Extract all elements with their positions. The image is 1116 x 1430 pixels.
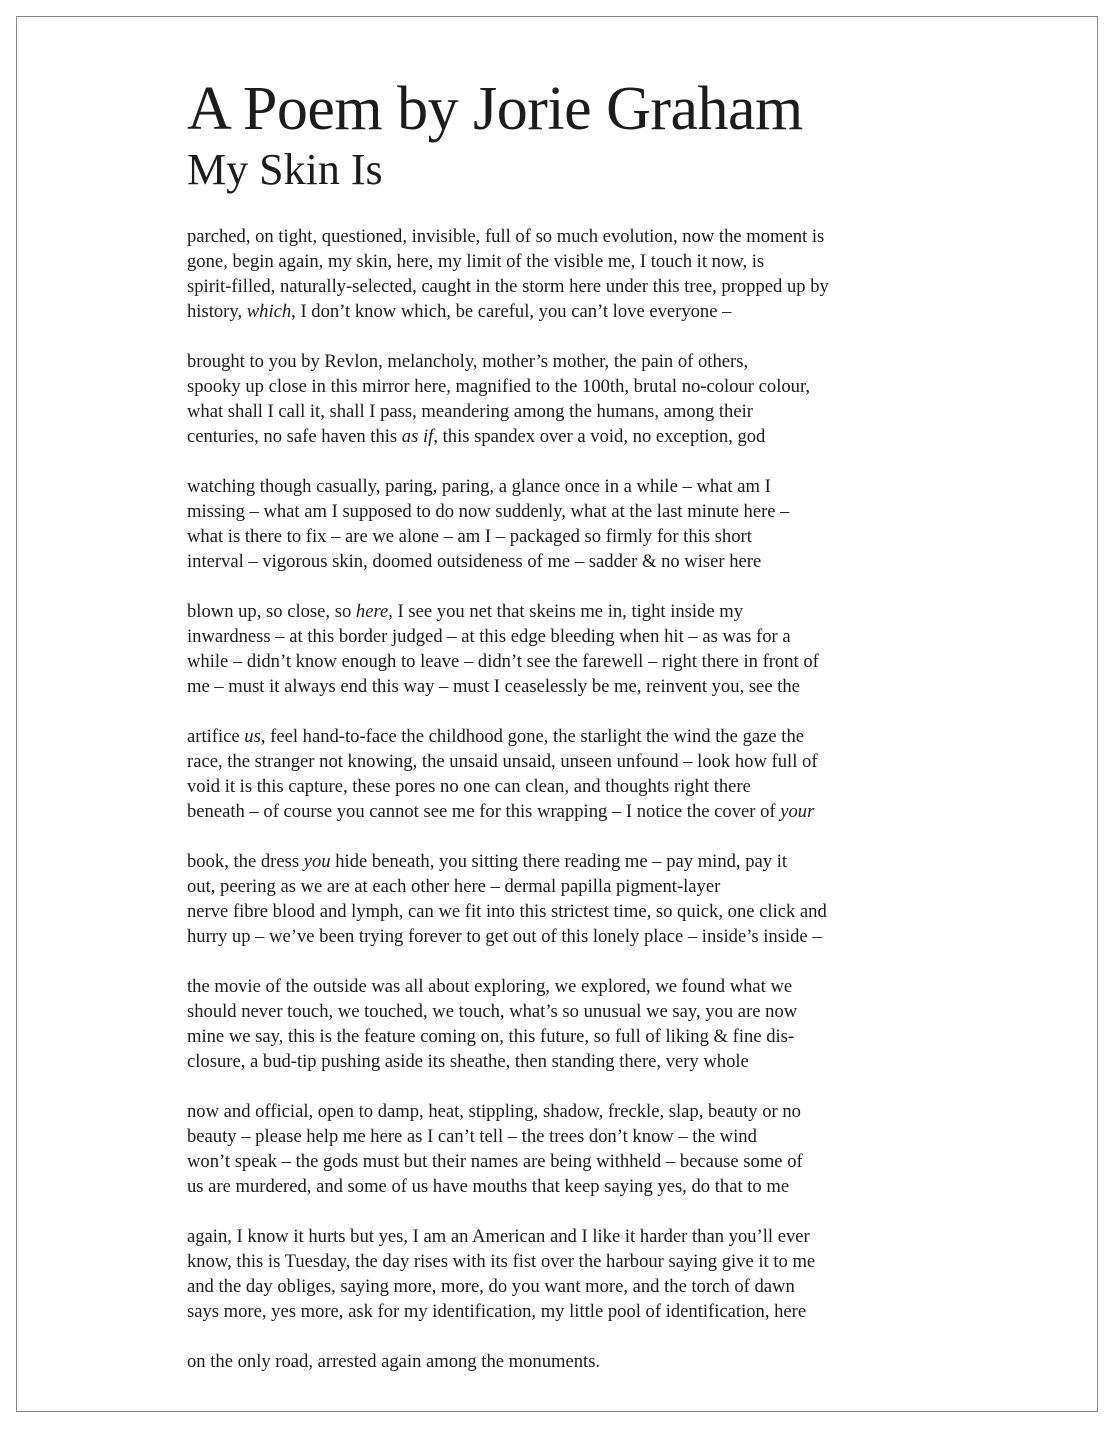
document-content (187, 76, 947, 1399)
poem-line (187, 1299, 947, 1324)
stanza (187, 474, 947, 574)
line-text: gone, begin again, my skin, here, my limit of the visible me, I touch it now, is (187, 251, 765, 272)
poem-line (187, 1274, 947, 1299)
poem-line (187, 299, 947, 324)
poem-line (187, 424, 947, 449)
line-text: out, peering as we are at each other here – dermal papilla pigment-layer (187, 876, 721, 897)
poem-line (187, 1174, 947, 1199)
italic-text: which (246, 301, 292, 322)
poem-line (187, 499, 947, 524)
line-text: , feel hand-to-face the childhood gone, the starlight the wind the gaze the (260, 726, 804, 747)
poem-line (187, 374, 947, 399)
poem-line (187, 674, 947, 699)
line-text: while – didn’t know enough to leave – didn’t see the farewell – right there in front of (187, 651, 819, 672)
poem-line (187, 724, 947, 749)
line-text: closure, a bud-tip pushing aside its sheathe, then standing there, very whole (187, 1051, 749, 1072)
line-text: brought to you by Revlon, melancholy, mother’s mother, the pain of others, (187, 351, 749, 372)
line-text: hurry up – we’ve been trying forever to get out of this lonely place – inside’s inside – (187, 926, 822, 947)
line-text: us are murdered, and some of us have mouths that keep saying yes, do that to me (187, 1176, 790, 1197)
poem-line (187, 774, 947, 799)
line-text: on the only road, arrested again among the monuments. (187, 1351, 601, 1372)
line-text: what shall I call it, shall I pass, meandering among the humans, among their (187, 401, 753, 422)
line-text: void it is this capture, these pores no one can clean, and thoughts right there (187, 776, 751, 797)
poem-line (187, 1149, 947, 1174)
line-text: parched, on tight, questioned, invisible, full of so much evolution, now the moment is (187, 226, 825, 247)
line-text: , this spandex over a void, no exception, god (433, 426, 766, 447)
line-text: artifice (187, 726, 245, 747)
line-text: spirit-filled, naturally-selected, caught in the storm here under this tree, propped up by (187, 276, 829, 297)
line-text: and the day obliges, saying more, more, do you want more, and the torch of dawn (187, 1276, 795, 1297)
poem-line (187, 899, 947, 924)
line-text: know, this is Tuesday, the day rises with its fist over the harbour saying give it to me (187, 1251, 816, 1272)
poem-line (187, 549, 947, 574)
poem-line (187, 599, 947, 624)
line-text: book, the dress (187, 851, 304, 872)
line-text: spooky up close in this mirror here, magnified to the 100th, brutal no-colour colour, (187, 376, 811, 397)
poem-title: My Skin Is (187, 145, 383, 194)
poem-line (187, 799, 947, 824)
line-text: should never touch, we touched, we touch, what’s so unusual we say, you are now (187, 1001, 798, 1022)
line-text: centuries, no safe haven this (187, 426, 402, 447)
poem-line (187, 649, 947, 674)
line-text: watching though casually, paring, paring, a glance once in a while – what am I (187, 476, 771, 497)
poem-line (187, 249, 947, 274)
stanza (187, 849, 947, 949)
line-text: inwardness – at this border judged – at this edge bleeding when hit – as was for a (187, 626, 791, 647)
line-text: the movie of the outside was all about exploring, we explored, we found what we (187, 976, 793, 997)
line-text: race, the stranger not knowing, the unsaid unsaid, unseen unfound – look how full of (187, 751, 818, 772)
poem-line (187, 1099, 947, 1124)
line-text: history, (187, 301, 247, 322)
line-text: beneath – of course you cannot see me for this wrapping – I notice the cover of (187, 801, 781, 822)
line-text: me – must it always end this way – must I ceaselessly be me, reinvent you, see the (187, 676, 800, 697)
stanza (187, 1224, 947, 1324)
italic-text: your (780, 801, 815, 822)
poem-line (187, 1224, 947, 1249)
stanza (187, 224, 947, 324)
stanza (187, 1349, 947, 1374)
poem-line (187, 399, 947, 424)
poem-line (187, 1249, 947, 1274)
line-text: says more, yes more, ask for my identification, my little pool of identification, here (187, 1301, 807, 1322)
poem-line (187, 224, 947, 249)
line-text: blown up, so close, so (187, 601, 356, 622)
italic-text: as if (401, 426, 434, 447)
poem-line (187, 274, 947, 299)
line-text: mine we say, this is the feature coming on, this future, so full of liking & fine dis- (187, 1026, 795, 1047)
poem-line (187, 924, 947, 949)
poem-line (187, 999, 947, 1024)
stanza (187, 1099, 947, 1199)
poem-line (187, 974, 947, 999)
poem-line (187, 349, 947, 374)
line-text: again, I know it hurts but yes, I am an American and I like it harder than you’ll ever (187, 1226, 810, 1247)
poem-line (187, 474, 947, 499)
stanza (187, 974, 947, 1074)
stanza (187, 349, 947, 449)
line-text: missing – what am I supposed to do now suddenly, what at the last minute here – (187, 501, 790, 522)
poem-line (187, 1124, 947, 1149)
poem-line (187, 874, 947, 899)
italic-text: you (303, 851, 331, 872)
poem-line (187, 849, 947, 874)
line-text: what is there to fix – are we alone – am I – packaged so firmly for this short (187, 526, 752, 547)
poem-line (187, 749, 947, 774)
line-text: beauty – please help me here as I can’t tell – the trees don’t know – the wind (187, 1126, 757, 1147)
poem-line (187, 1049, 947, 1074)
italic-text: here (355, 601, 389, 622)
poem-body (187, 224, 947, 1374)
page-heading: A Poem by Jorie Graham (187, 75, 803, 143)
poem-line (187, 1349, 947, 1374)
poem-line (187, 624, 947, 649)
poem-line (187, 524, 947, 549)
stanza (187, 599, 947, 699)
line-text: hide beneath, you sitting there reading me – pay mind, pay it (330, 851, 788, 872)
line-text: , I don’t know which, be careful, you can’t love everyone – (291, 301, 732, 322)
italic-text: us (244, 726, 261, 747)
line-text: , I see you net that skeins me in, tight inside my (388, 601, 744, 622)
stanza (187, 724, 947, 824)
line-text: won’t speak – the gods must but their names are being withheld – because some of (187, 1151, 803, 1172)
line-text: nerve fibre blood and lymph, can we fit into this strictest time, so quick, one click and (187, 901, 827, 922)
line-text: interval – vigorous skin, doomed outsideness of me – sadder & no wiser here (187, 551, 762, 572)
line-text: now and official, open to damp, heat, stippling, shadow, freckle, slap, beauty or no (187, 1101, 801, 1122)
poem-line (187, 1024, 947, 1049)
